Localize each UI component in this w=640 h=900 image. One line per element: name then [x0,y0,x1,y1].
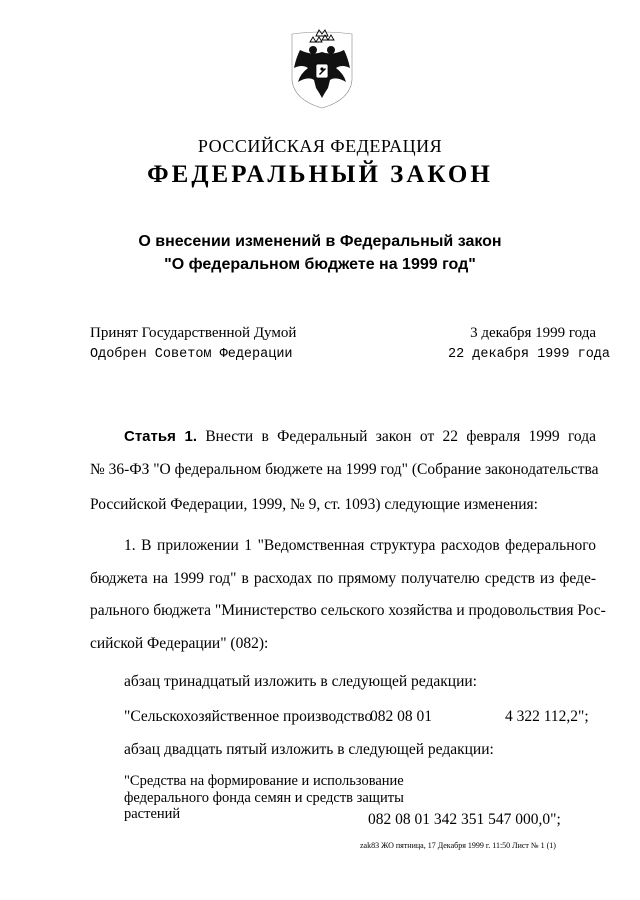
law-subject-line-1: О внесении изменений в Федеральный закон [138,233,502,250]
adopted-date: 3 декабря 1999 года [470,325,596,341]
paragraph-13-codes: 082 08 01 [370,708,432,725]
document-type-title: ФЕДЕРАЛЬНЫЙ ЗАКОН [147,161,493,188]
country-name: РОССИЙСКАЯ ФЕДЕРАЦИЯ [197,136,443,156]
article-line: № 36-ФЗ "О федеральном бюджете на 1999 год" (Собрание законодательства [90,461,599,478]
article-line: Российской Федерации, 1999, № 9, ст. 1093) следующие изменения: [90,496,538,513]
coat-of-arms-icon [282,28,362,112]
paragraph-25-name-line: "Средства на формирование и использование [124,773,404,789]
paragraph-25-codes-amount: 082 08 01 342 351 547 000,0"; [368,811,561,828]
approved-date: 22 декабря 1999 года [447,347,610,362]
article-first-line [124,428,596,446]
paragraph-25-name-line: растений [124,806,181,822]
article-heading: Статья 1. [124,428,197,445]
law-subject-line-2: "О федеральном бюджете на 1999 год" [164,256,476,273]
paragraph-25-intro: абзац двадцать пятый изложить в следующей редакции: [124,741,494,758]
item1-line: 1. В приложении 1 "Ведомственная структура расходов федерального [124,537,596,554]
approved-by-council-label: Одобрен Советом Федерации [90,347,293,362]
item1-line: бюджета на 1999 год" в расходах по прямому получателю средств из феде- [90,570,596,587]
print-footer: zak83 ЖО пятница, 17 Декабря 1999 г. 11:50 Лист № 1 (1) [360,841,556,850]
paragraph-13-item-name: "Сельскохозяйственное производство [124,708,373,725]
paragraph-13-amount: 4 322 112,2"; [505,708,589,725]
paragraph-13-intro: абзац тринадцатый изложить в следующей редакции: [124,673,477,690]
article-line: Внести в Федеральный закон от 22 февраля 1999 года [205,428,596,445]
paragraph-25-name-line: федерального фонда семян и средств защиты [124,790,404,806]
item1-line: сийской Федерации" (082): [90,635,269,652]
adopted-by-duma-label: Принят Государственной Думой [90,325,297,341]
item1-line: рального бюджета "Министерство сельского хозяйства и продовольствия Рос- [90,602,606,619]
